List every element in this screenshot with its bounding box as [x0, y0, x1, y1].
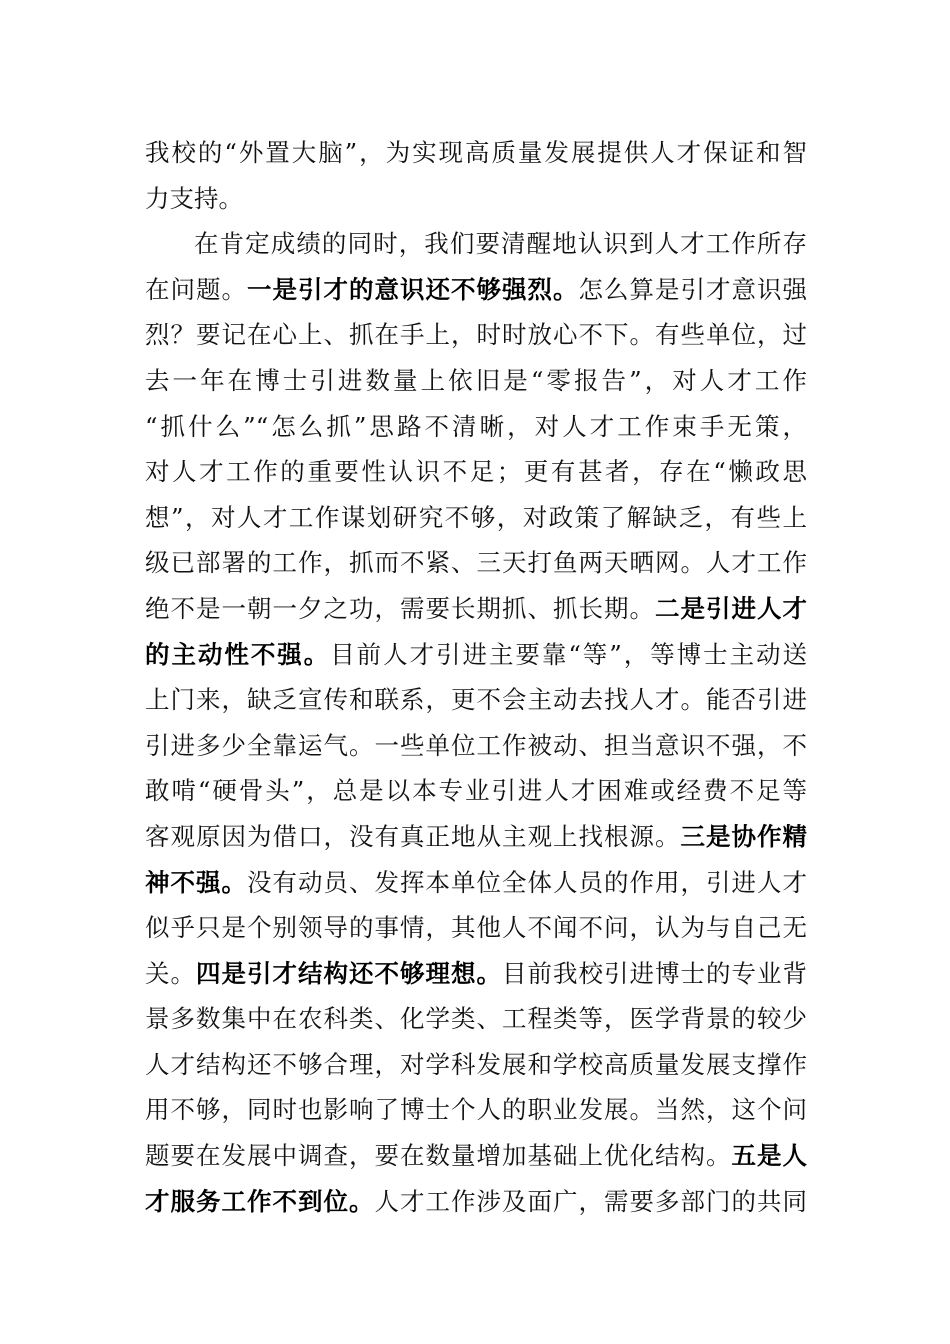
body-text-run: 用不够，同时也影响了博士个人的职业发展。当然，这个问: [145, 1095, 807, 1125]
body-text-run: 级已部署的工作，抓而不紧、三天打鱼两天晒网。人才工作: [145, 548, 807, 578]
body-text-run: 想”，对人才工作谋划研究不够，对政策了解缺乏，有些上: [145, 502, 807, 532]
body-text-run: 在肯定成绩的同时，我们要清醒地认识到人才工作所存: [194, 229, 807, 259]
text-line: [145, 632, 807, 678]
body-text-run: “抓什么”“怎么抓”思路不清晰，对人才工作束手无策，: [145, 411, 807, 441]
text-line: [145, 1133, 807, 1179]
body-text-run: 似乎只是个别领导的事情，其他人不闻不问，认为与自己无: [145, 913, 807, 943]
body-text-run: 对人才工作的重要性认识不足；更有甚者，存在“懒政思: [145, 457, 807, 487]
body-text-run: 景多数集中在农科类、化学类、工程类等，医学背景的较少: [145, 1004, 807, 1034]
body-text-run: 引进多少全靠运气。一些单位工作被动、担当意识不强，不: [145, 730, 807, 760]
body-text-run: 在问题。: [145, 274, 247, 304]
text-line: [145, 221, 807, 267]
body-text-run: 绝不是一朝一夕之功，需要长期抓、抓长期。: [145, 593, 655, 623]
body-text-run: 怎么算是引才意识强: [578, 274, 807, 304]
body-text: [145, 130, 807, 1224]
text-line: [145, 449, 807, 495]
body-text-run: 客观原因为借口，没有真正地从主观上找根源。: [145, 821, 681, 851]
text-line: [145, 358, 807, 404]
bold-heading-text: 一是引才的意识还不够强烈。: [247, 274, 579, 304]
text-line: [145, 768, 807, 814]
body-text-run: 目前人才引进主要靠“等”，等博士主动送: [330, 639, 807, 669]
body-text-run: 关。: [145, 958, 196, 988]
text-line: [145, 540, 807, 586]
text-line: [145, 404, 807, 450]
text-line: 力支持。: [145, 183, 243, 213]
text-line: [145, 1087, 807, 1133]
text-line: [145, 495, 807, 541]
body-text-run: 没有动员、发挥本单位全体人员的作用，引进人才: [247, 867, 807, 897]
text-line: [145, 267, 807, 313]
body-text-run: 上门来，缺乏宣传和联系，更不会主动去找人才。能否引进: [145, 685, 807, 715]
bold-heading-text: 二是引进人才: [655, 593, 807, 623]
body-text-run: 去一年在博士引进数量上依旧是“零报告”，对人才工作: [145, 365, 807, 395]
bold-heading-text: 五是人: [731, 1141, 807, 1171]
body-text-run: 人才结构还不够合理，对学科发展和学校高质量发展支撑作: [145, 1049, 807, 1079]
bold-heading-text: 四是引才结构还不够理想。: [196, 958, 502, 988]
bold-heading-text: 才服务工作不到位。: [145, 1186, 375, 1216]
body-text-run: 人才工作涉及面广，需要多部门的共同: [374, 1186, 807, 1216]
text-line: [145, 677, 807, 723]
body-text-run: 题要在发展中调查，要在数量增加基础上优化结构。: [145, 1141, 732, 1171]
text-line: [145, 723, 807, 769]
text-line: [145, 905, 807, 951]
text-line: [145, 996, 807, 1042]
text-line: 我校的“外置大脑”，为实现高质量发展提供人才保证和智: [145, 138, 807, 167]
body-text-run: 目前我校引进博士的专业背: [502, 958, 807, 988]
text-line: [145, 951, 807, 997]
text-line: [145, 1179, 807, 1225]
text-line: [145, 860, 807, 906]
body-text-run: 烈？要记在心上、抓在手上，时时放心不下。有些单位，过: [145, 320, 807, 350]
text-line: [145, 312, 807, 358]
bold-heading-text: 神不强。: [145, 867, 247, 897]
body-text-run: 敢啃“硬骨头”，总是以本专业引进人才困难或经费不足等: [145, 776, 807, 806]
text-line: [145, 1042, 807, 1088]
bold-heading-text: 的主动性不强。: [145, 639, 331, 669]
bold-heading-text: 三是协作精: [680, 821, 807, 851]
text-line: [145, 814, 807, 860]
text-line: [145, 586, 807, 632]
paragraph-problems: [145, 221, 807, 1224]
